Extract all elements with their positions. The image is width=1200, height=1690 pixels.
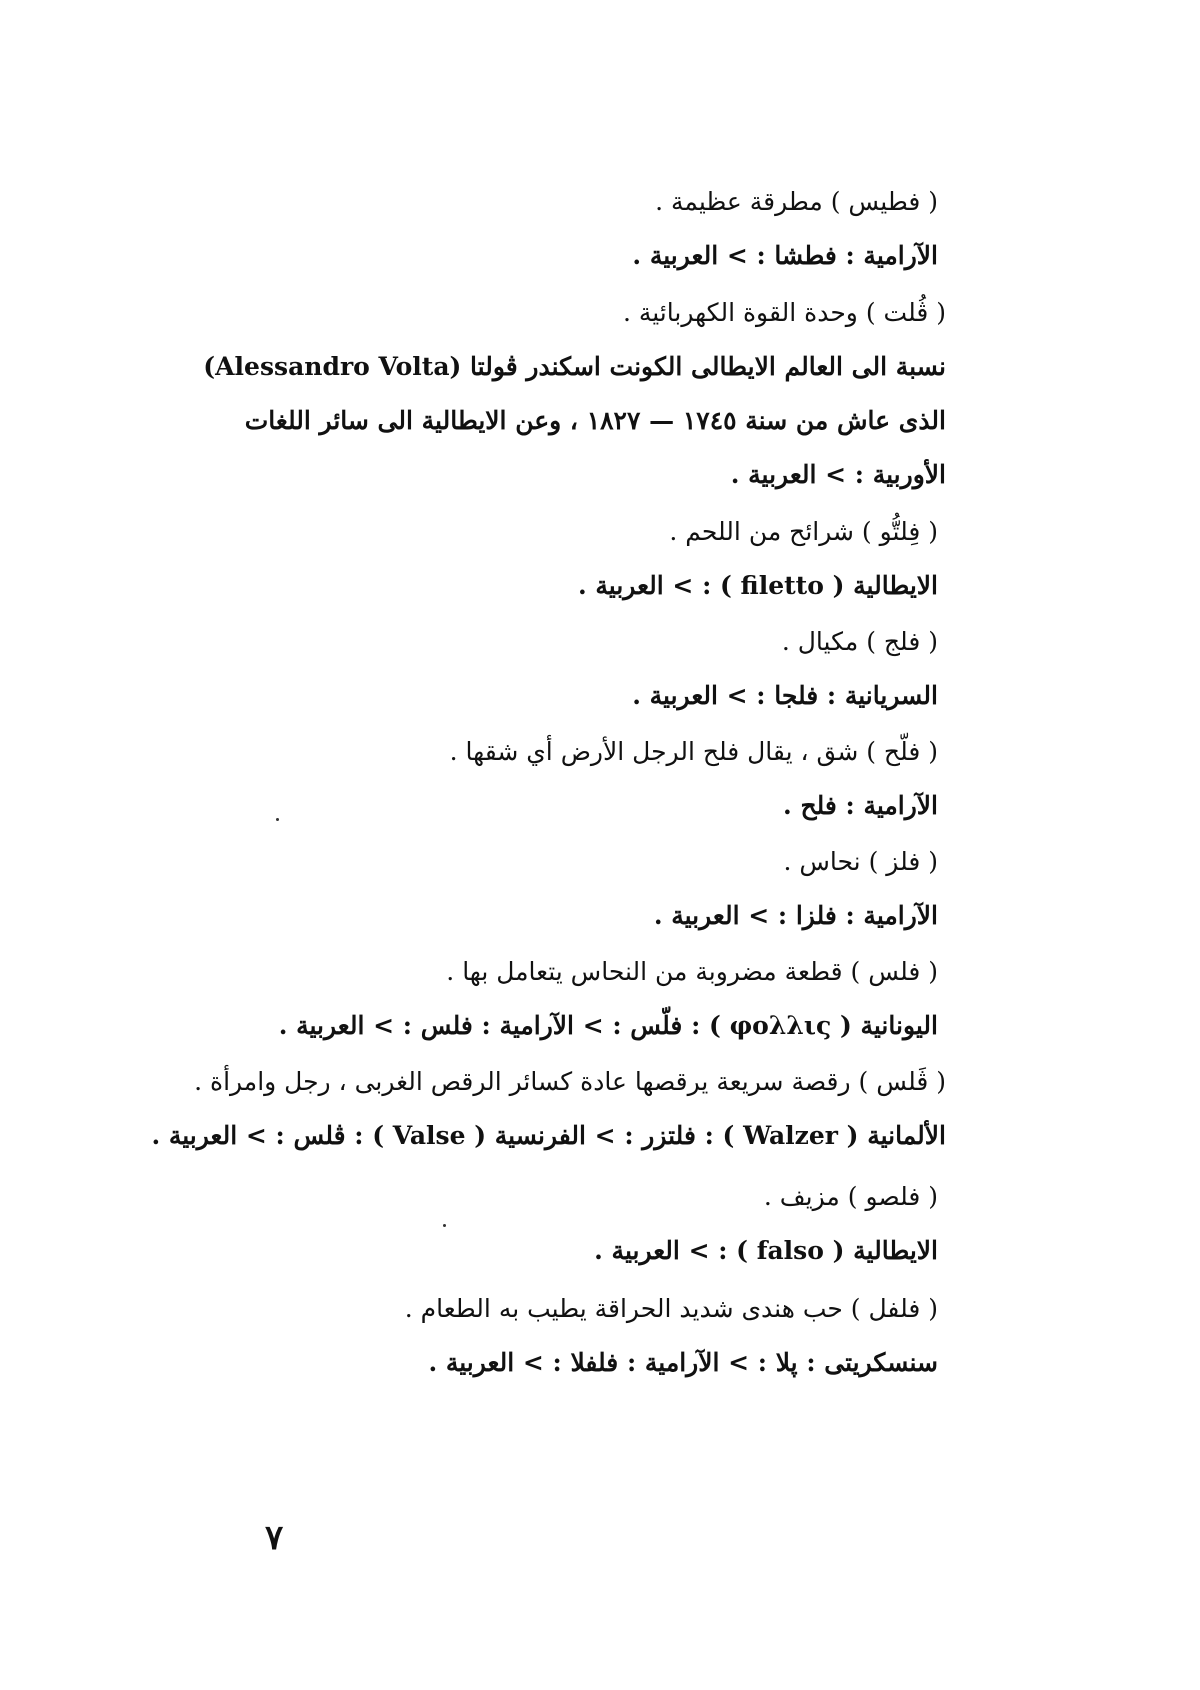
entry-headword: ( فلصو ) مزيف . <box>763 1182 938 1211</box>
entry-headword: ( فلس ) قطعة مضروبة من النحاس يتعامل بها . <box>446 957 938 986</box>
entry-etymology: اليونانية ( φολλις ) : فلّس : > الآرامية : فلس : > العربية . <box>278 1011 938 1040</box>
entry-headword: ( فلز ) نحاس . <box>783 847 938 876</box>
entry-etymology: الايطالية ( falso ) : > العربية . <box>594 1236 938 1265</box>
dictionary-entry <box>632 615 938 723</box>
dictionary-entry <box>151 1055 946 1163</box>
dictionary-entry <box>578 505 938 613</box>
entry-headword: ( ڤَلس ) رقصة سريعة يرقصها عادة كسائر الرقص الغربى ، رجل وامرأة . <box>194 1067 946 1096</box>
print-speck <box>443 1224 446 1227</box>
page-number: ٧ <box>265 1518 284 1558</box>
dictionary-entry <box>203 286 946 502</box>
entry-etymology: الألمانية ( Walzer ) : فلتزر : > الفرنسية ( Valse ) : ڤلس : > العربية . <box>151 1121 946 1150</box>
entry-headword: ( فلّح ) شق ، يقال فلح الرجل الأرض أي شقها . <box>449 737 938 766</box>
entry-description-line: الأوربية : > العربية . <box>730 460 946 489</box>
entry-etymology: الآرامية : فلزا : > العربية . <box>653 901 938 930</box>
dictionary-entry <box>654 835 938 943</box>
entry-headword: ( ڤُلت ) وحدة القوة الكهربائية . <box>622 298 946 327</box>
entry-description-line: نسبة الى العالم الايطالى الكونت اسكندر ڤولتا (Alessandro Volta) <box>203 352 946 381</box>
dictionary-entry <box>632 175 938 283</box>
entry-headword: ( فلج ) مكيال . <box>781 627 938 656</box>
dictionary-entry <box>450 725 938 833</box>
entry-description-line: الذى عاش من سنة ١٧٤٥ — ١٨٢٧ ، وعن الايطالية الى سائر اللغات <box>244 406 946 435</box>
print-speck <box>276 818 279 821</box>
entry-headword: ( فطيس ) مطرقة عظيمة . <box>655 187 938 216</box>
dictionary-entry <box>405 1282 938 1390</box>
entry-etymology: الآرامية : فلح . <box>783 791 938 820</box>
dictionary-entry <box>279 945 938 1053</box>
entry-headword: ( فِلتُّو ) شرائح من اللحم . <box>669 517 938 546</box>
entry-etymology: السريانية : فلجا : > العربية . <box>632 681 938 710</box>
dictionary-entry <box>594 1170 938 1278</box>
entry-headword: ( فلفل ) حب هندى شديد الحراقة يطيب به الطعام . <box>404 1294 938 1323</box>
entry-etymology: الآرامية : فطشا : > العربية . <box>632 241 938 270</box>
entry-etymology: الايطالية ( filetto ) : > العربية . <box>577 571 938 600</box>
entry-etymology: سنسكريتى : پلا : > الآرامية : فلفلا : > العربية . <box>428 1348 938 1377</box>
